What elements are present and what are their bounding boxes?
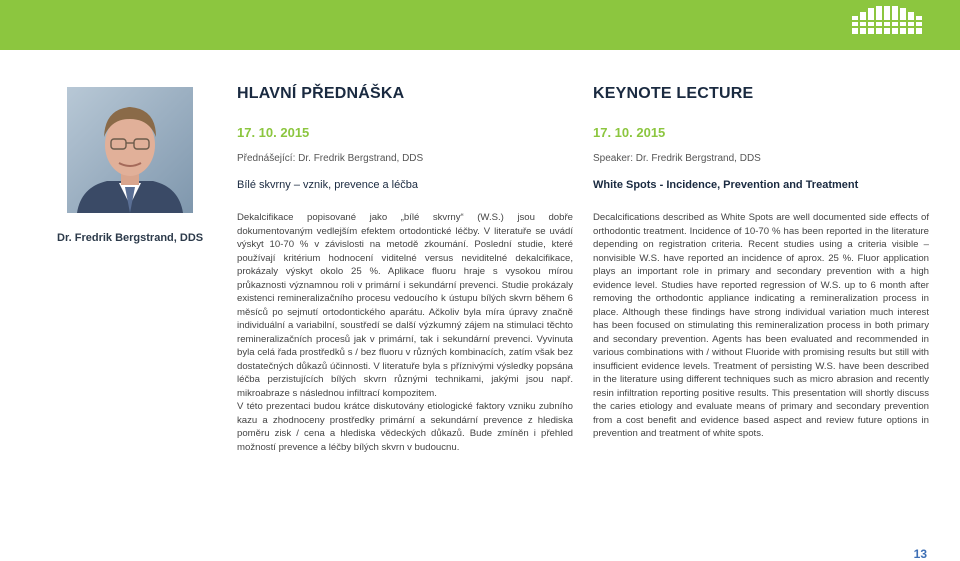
logo-icon: [850, 4, 928, 36]
english-speaker-line: Speaker: Dr. Fredrik Bergstrand, DDS: [593, 153, 761, 164]
header-bar: [0, 0, 960, 50]
page-number: 13: [913, 547, 927, 561]
czech-date: 17. 10. 2015: [237, 125, 310, 140]
english-paragraph: Decalcifications described as White Spots are well documented side effects of orthodontic treatment. Incidence of 10-70 % has been reported in the literature depending on registration criteria. Recent studies using a criteria visible – nonvisible W.S. have reported an incidence of aprox. 25 %. Fluor application plays an important role in primary and secondary prevention with a high evidence level. Studies have reported regression of W.S. up to 6 month after removing the orthodontic appliance indicating a remineralization process in place. Although these findings have strong individual variation much interest has been focused on stimulating this remineralization process in both primary and secondary prevention. Agents has been evaluated and recommended in various combinations with / without Fluoride with promising results but still with insufficient evidence levels. Treatment of persisting W.S. have been described in the literature using different techniques such as micro abrasion and recently resin infiltration reporting positive results. This presentation will shortly discuss the caries etiology and evaluate means of primary and secondary prevention from a cost benefit and evidence based aspect and review future options in prevention and treatment of white spots.: [593, 212, 929, 439]
speaker-portrait: [67, 87, 193, 213]
czech-column: [237, 84, 573, 454]
czech-talk-title: Bílé skvrny – vznik, prevence a léčba: [237, 179, 418, 191]
english-talk-title: White Spots - Incidence, Prevention and Treatment: [593, 179, 859, 191]
czech-paragraph: Dekalcifikace popisované jako „bílé skvrny“ (W.S.) jsou dobře dokumentovaným vedlejším efektem ortodontické léčby. V literatuře se uvádí výskyt 10-70 % v závislosti na metodě zkoumání. Poslední studie, které používají kritérium hodnocení viditelné versus neviditelné dekalcifikace, prokázaly výskyt okolo 25 %. Aplikace fluoru hraje s vysokou mírou průkaznosti významnou roli v primární i sekundární prevenci. Studie prokázaly existenci remineralizačního procesu vedoucího k ústupu bílých skvrn během 6 měsíců po sejmutí ortodontického aparátu. Ačkoliv byla míra úpravy značně individuální a variabilní, soustředí se další výzkumný zájem na stimulaci těchto remineralizačních procesů jak v primární, tak i sekundární prevenci. Vyvinuta byla celá řada prostředků s / bez fluoru v různých kombinacích, zatím však bez dostatečných důkazů účinnosti. V literatuře byla s příznivými výsledky popsána léčba perzistujících bílých skvrn různými technikami, jakými jsou např. mikroabraze s následnou infiltrací kompozitem.: [237, 212, 573, 399]
czech-abstract: [237, 211, 573, 454]
english-date: 17. 10. 2015: [593, 125, 666, 140]
czech-paragraph: V této prezentaci budou krátce diskutovány etiologické faktory vzniku zubního kazu a zhodnoceny prostředky primární a sekundární prevence z hlediska poměru zisk / cena a hlediska vědeckých důkazů. Bude zmíněn i přehled možností prevence a léčby bílých skvrn v budoucnu.: [237, 401, 573, 453]
english-heading: KEYNOTE LECTURE: [593, 85, 754, 102]
english-column: [593, 84, 929, 441]
english-abstract: [593, 211, 929, 441]
czech-heading: HLAVNÍ PŘEDNÁŠKA: [237, 85, 405, 102]
speaker-name: Dr. Fredrik Bergstrand, DDS: [57, 232, 204, 244]
czech-speaker-line: Přednášející: Dr. Fredrik Bergstrand, DDS: [237, 153, 424, 164]
